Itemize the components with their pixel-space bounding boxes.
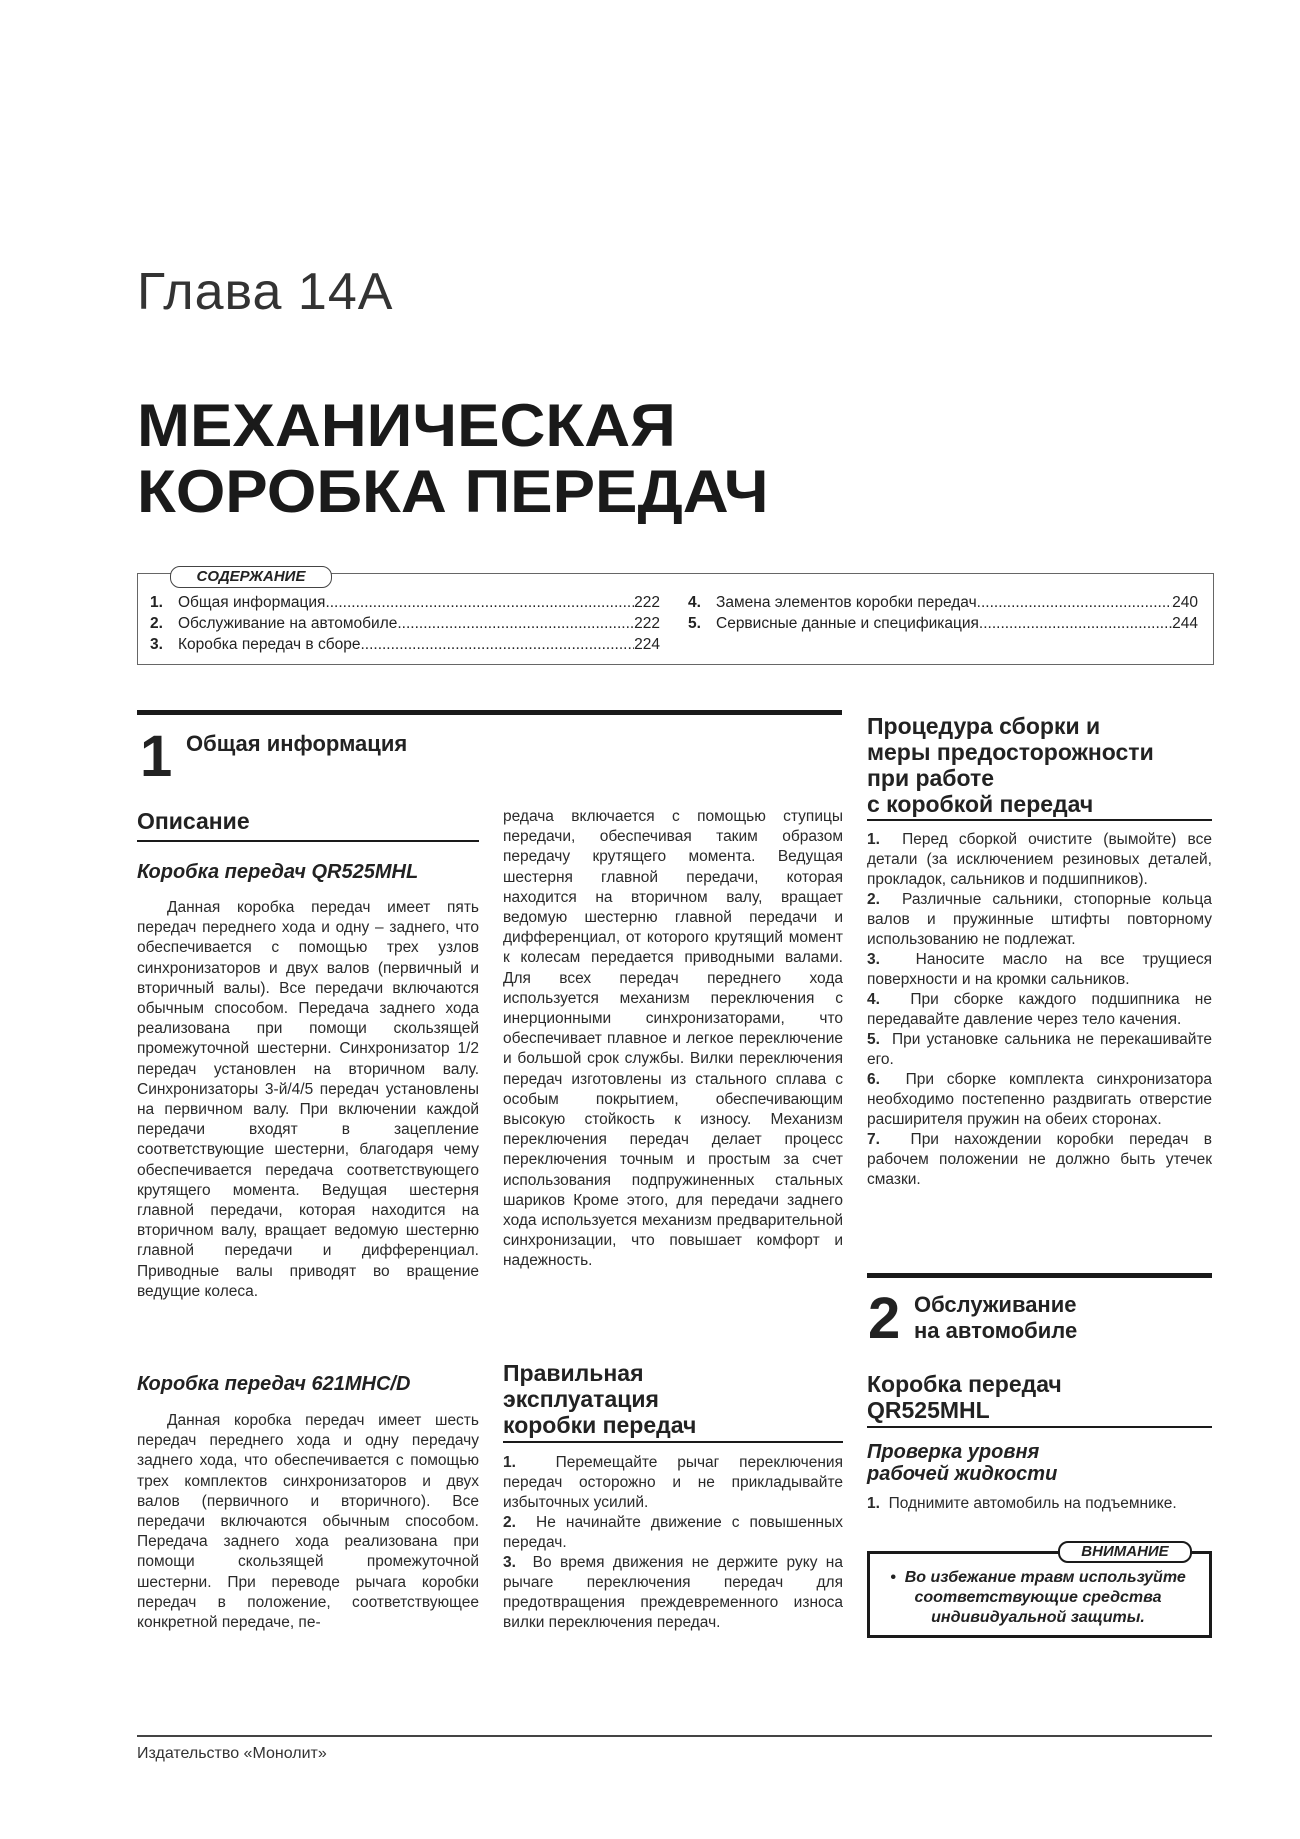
toc-item[interactable] xyxy=(688,613,1198,634)
list-item: 1. Перемещайте рычаг переключения передач осторожно и не прикладывайте избыточных усилий. xyxy=(503,1454,843,1511)
toc-page: 222 xyxy=(634,594,660,611)
paragraph: Данная коробка передач имеет шесть передач переднего хода и одну передачу заднего хода, что обеспечивается с помощью трех комплектов синхронизаторов и двух валов (первичного и вторичного). Все передачи включаются обычным способом. Передача заднего хода реализована при помощи скользящей промежуточной шестерни. При переводе рычага коробки передач в положение, соответствующее конкретной передаче, пе- xyxy=(137,1412,479,1632)
toc-num: 3. xyxy=(150,636,163,653)
assembly-rule xyxy=(867,819,1212,821)
assembly-heading-line: при работе xyxy=(867,765,995,791)
service-rule xyxy=(867,1426,1212,1428)
operation-list xyxy=(503,1453,843,1633)
list-item: 4. При сборке каждого подшипника не передавайте давление через тело качения. xyxy=(867,991,1212,1028)
warning-message: Во избежание травм используйте соответствующие средства индивидуальной защиты. xyxy=(904,1569,1186,1626)
list-item: 3. Во время движения не держите руку на рычаге переключения передач для предотвращения преждевременного износа вилки переключения передач. xyxy=(503,1554,843,1631)
toc-item[interactable] xyxy=(150,634,660,655)
column2-text xyxy=(503,807,843,1272)
fluid-check-heading xyxy=(867,1441,1057,1485)
toc-page: 222 xyxy=(634,615,660,632)
assembly-heading-line: с коробкой передач xyxy=(867,791,1094,817)
list-item: 5. При установке сальника не перекашивайте его. xyxy=(867,1031,1212,1068)
toc-column-right xyxy=(688,592,1198,634)
toc-item[interactable] xyxy=(150,592,660,613)
assembly-heading-line: Процедура сборки и xyxy=(867,713,1101,739)
list-item: 7. При нахождении коробки передач в рабочем положении не должно быть утечек смазки. xyxy=(867,1131,1212,1188)
toc-title: Коробка передач в сборе xyxy=(178,636,361,653)
footer-rule xyxy=(137,1735,1212,1737)
operation-heading xyxy=(503,1360,696,1438)
warning-text xyxy=(880,1568,1196,1628)
assembly-heading xyxy=(867,713,1154,817)
chapter-title-line1: МЕХАНИЧЕСКАЯ xyxy=(137,392,676,459)
operation-heading-line: коробки передач xyxy=(503,1412,697,1438)
toc-column-left xyxy=(150,592,660,655)
section2-title-line: на автомобиле xyxy=(914,1318,1078,1343)
toc-num: 5. xyxy=(688,615,701,632)
section1-number: 1 xyxy=(140,724,173,789)
gearbox-621mhc-heading: Коробка передач 621MHC/D xyxy=(137,1373,411,1395)
toc-title: Сервисные данные и спецификация xyxy=(716,615,979,632)
list-item: 3. Наносите масло на все трущиеся поверхности и на кромки сальников. xyxy=(867,951,1212,988)
toc-item[interactable] xyxy=(688,592,1198,613)
section1-title: Общая информация xyxy=(186,731,408,756)
list-item: 2. Различные сальники, стопорные кольца валов и пружинные штифты повторному использованию не подлежат. xyxy=(867,891,1212,948)
chapter-label: Глава 14А xyxy=(137,263,394,321)
toc-num: 1. xyxy=(150,594,163,611)
description-heading: Описание xyxy=(137,808,250,834)
heading-line: QR525MHL xyxy=(867,1397,990,1423)
toc-page: 224 xyxy=(634,636,660,653)
heading-line: Коробка передач xyxy=(867,1371,1062,1397)
paragraph: редача включается с помощью ступицы передачи, обеспечивая таким образом передачу крутящего момента. Ведущая шестерня главной передачи, которая находится на вторичном валу, вращает ведомую шестерню главной передачи и дифференциал, от которого крутящий момент к колесам передается приводными валами. Для всех передач переднего хода используется механизм переключения с инерционными синхронизаторами, что обеспечивает плавное и легкое переключение и большой срок службы. Вилки переключения передач изготовлены из стального сплава с особым покрытием, обеспечивающим высокую стойкость к износу. Механизм переключения передач делает процесс переключения точным и простым за счет использования подпружиненных стальных шариков Кроме этого, для передачи заднего хода используется механизм предварительной синхронизации, что повышает комфорт и надежность. xyxy=(503,808,843,1270)
warning-label: ВНИМАНИЕ xyxy=(1058,1541,1192,1563)
section2-rule xyxy=(867,1273,1212,1278)
operation-heading-line: эксплуатация xyxy=(503,1386,659,1412)
section1-rule xyxy=(137,710,842,715)
description-rule xyxy=(137,840,479,842)
list-item: 6. При сборке комплекта синхронизатора необходимо постепенно раздвигать отверстие расширителя пружин на обеих сторонах. xyxy=(867,1071,1212,1128)
toc-title: Общая информация xyxy=(178,594,326,611)
list-item: 1. Поднимите автомобиль на подъемнике. xyxy=(867,1495,1177,1512)
list-item: 1. Перед сборкой очистите (вымойте) все детали (за исключением резиновых деталей, прокладок, сальников и подшипников). xyxy=(867,831,1212,888)
toc-item[interactable] xyxy=(150,613,660,634)
fluid-check-steps xyxy=(867,1494,1212,1514)
assembly-list xyxy=(867,830,1212,1190)
toc-num: 2. xyxy=(150,615,163,632)
section2-title xyxy=(914,1292,1077,1344)
gearbox-621mhc-text xyxy=(137,1411,479,1633)
paragraph: Данная коробка передач имеет пять передач переднего хода и одну – заднего, что обеспечивается с помощью трех узлов синхронизаторов и двух валов (первичный и вторичный валы). Все передачи включаются обычным способом. Передача заднего хода реализована при помощи скользящей промежуточной шестерни. Синхронизатор 1/2 передач установлен на вторичном валу. Синхронизаторы 3-й/4/5 передач установлены на первичном валу. При включении каждой передачи входят в зацепление соответствующие шестерни, благодаря чему обеспечивается передача соответствующего крутящего момента. Ведущая шестерня главной передачи, которая находится на вторичном валу, вращает ведомую шестерню главной передачи и дифференциал. Приводные валы приводят во вращение ведущие колеса. xyxy=(137,899,479,1300)
gearbox-qr525mhl-service-heading xyxy=(867,1371,1062,1423)
toc-num: 4. xyxy=(688,594,701,611)
section2-number: 2 xyxy=(868,1286,901,1351)
publisher: Издательство «Монолит» xyxy=(137,1745,327,1762)
bullet: • xyxy=(890,1569,896,1586)
toc-heading: СОДЕРЖАНИЕ xyxy=(170,566,332,588)
heading-line: рабочей жидкости xyxy=(867,1463,1058,1485)
toc-page: 244 xyxy=(1172,615,1198,632)
toc-page: 240 xyxy=(1172,594,1198,611)
operation-rule xyxy=(503,1441,843,1443)
chapter-title-line2: КОРОБКА ПЕРЕДАЧ xyxy=(137,458,769,525)
toc-title: Обслуживание на автомобиле xyxy=(178,615,398,632)
chapter-title xyxy=(137,393,769,525)
section2-title-line: Обслуживание xyxy=(914,1292,1077,1317)
assembly-heading-line: меры предосторожности xyxy=(867,739,1154,765)
toc-title: Замена элементов коробки передач xyxy=(716,594,977,611)
gearbox-qr525mhl-text xyxy=(137,898,479,1302)
list-item: 2. Не начинайте движение с повышенных передач. xyxy=(503,1514,843,1551)
heading-line: Проверка уровня xyxy=(867,1441,1040,1463)
gearbox-qr525mhl-heading: Коробка передач QR525MHL xyxy=(137,861,419,883)
operation-heading-line: Правильная xyxy=(503,1360,644,1386)
